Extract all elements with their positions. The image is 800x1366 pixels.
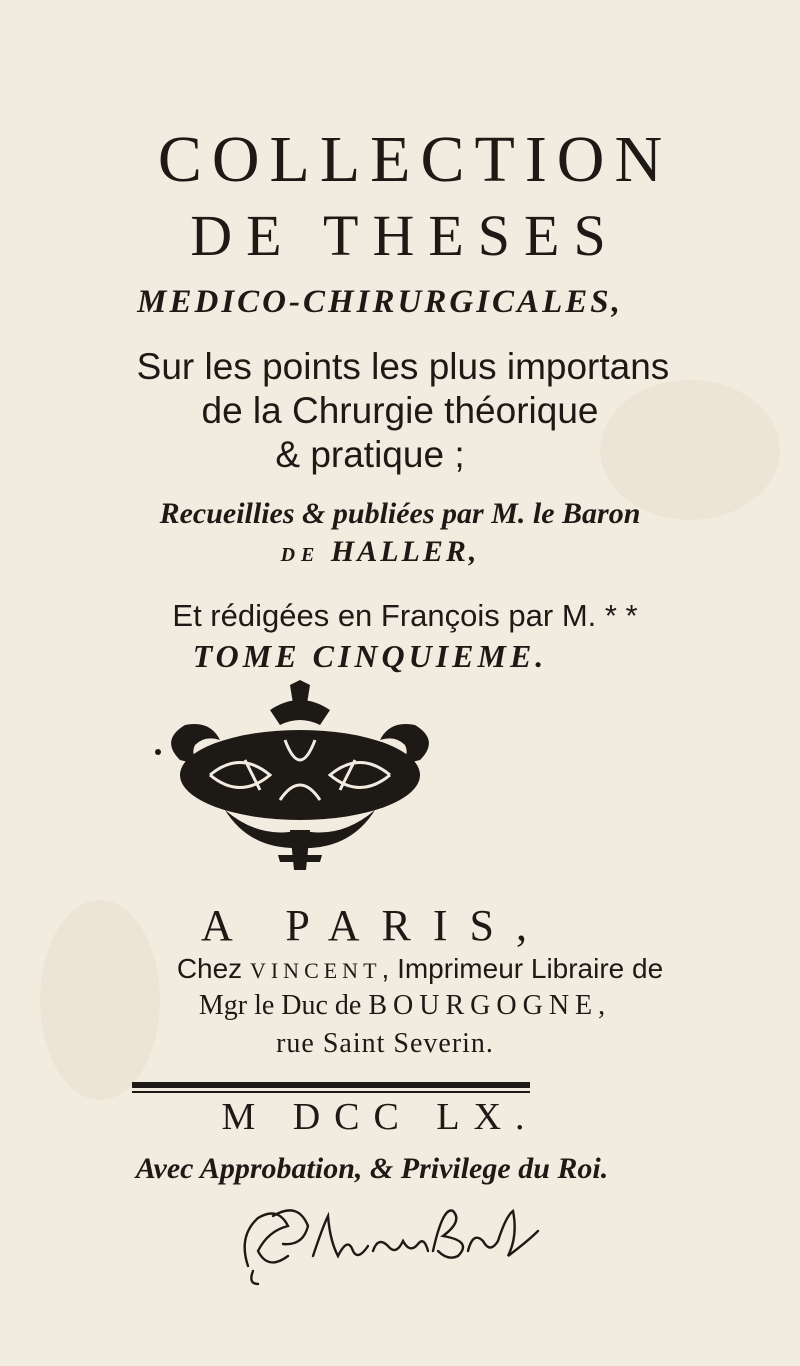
imprint-street: rue Saint Severin. [276,1028,494,1059]
imprint-patron [0,990,800,1022]
divider-rule-thin [132,1091,530,1093]
editor-name [0,535,800,569]
imprint-printer [0,953,800,985]
imprint-privilege: Avec Approbation, & Privilege du Roi. [135,1152,609,1185]
subtitle-line-1: Sur les points les plus importans [136,346,670,387]
imprint-year: M DCC LX. [221,1096,539,1138]
medico-heading: MEDICO-CHIRURGICALES, [137,284,623,320]
imprint-duke: BOURGOGNE, [368,990,612,1021]
printer-ornament-icon [150,680,450,880]
subtitle-line-2: de la Chrurgie théorique [201,390,599,431]
divider-rule-thick [132,1082,530,1088]
tome-line: TOME CINQUIEME. [192,638,548,674]
theses-heading: DE THESES [190,203,620,268]
editor-haller: HALLER, [330,535,480,568]
imprint-chez: Chez [176,953,243,984]
editor-line: Recueillies & publiées par M. le Baron [159,497,641,530]
imprint-mgr-rest: le Duc de [254,990,362,1021]
imprint-printer-name: VINCENT [249,958,382,983]
translator-line: Et rédigées en François par M. * * [172,598,638,633]
imprint-printer-role: , Imprimeur Libraire de [381,953,664,984]
imprint-mgr: Mgr [198,990,248,1021]
editor-de: DE [280,544,321,566]
imprint-city: A PARIS, [200,901,550,950]
subtitle-line-3: & pratique ; [275,434,465,475]
collection-heading: COLLECTION [157,123,673,196]
bodmer-signature-stamp [228,1196,558,1286]
